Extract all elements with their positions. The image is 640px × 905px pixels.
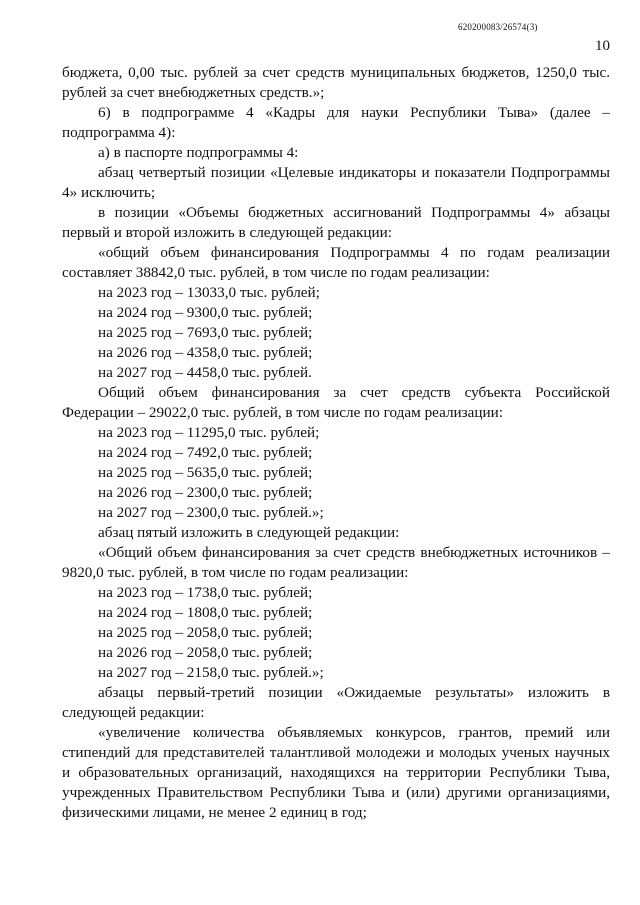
list-item: на 2025 год – 2058,0 тыс. рублей; — [98, 624, 313, 641]
paragraph: а) в паспорте подпрограммы 4: — [98, 144, 299, 161]
paragraph: абзац четвертый позиции «Целевые индикаторы и показатели Подпрограммы 4» исключить; — [62, 164, 610, 201]
paragraph: абзац пятый изложить в следующей редакции: — [98, 524, 400, 541]
paragraph: «увеличение количества объявляемых конкурсов, грантов, премий или стипендий для представителей талантливой молодежи и молодых ученых научных и образовательных организаций, находящихся на территории Республики Тыва, учрежденных Правительством Республики Тыва и (или) другими организациями, физическими лицами, не менее 2 единиц в год; — [62, 724, 610, 821]
list-item: на 2026 год – 4358,0 тыс. рублей; — [98, 344, 313, 361]
paragraph: бюджета, 0,00 тыс. рублей за счет средств муниципальных бюджетов, 1250,0 тыс. рублей за счет внебюджетных средств.»; — [62, 64, 610, 101]
funding-list-total — [62, 283, 610, 383]
funding-list-regional — [62, 423, 610, 523]
list-item: на 2024 год – 7492,0 тыс. рублей; — [98, 444, 313, 461]
list-item: на 2026 год – 2058,0 тыс. рублей; — [98, 644, 313, 661]
page-number: 10 — [595, 38, 610, 54]
list-item: на 2027 год – 4458,0 тыс. рублей. — [98, 364, 312, 381]
paragraph: абзацы первый-третий позиции «Ожидаемые результаты» изложить в следующей редакции: — [62, 684, 610, 721]
list-item: на 2025 год – 7693,0 тыс. рублей; — [98, 324, 313, 341]
list-item: на 2027 год – 2300,0 тыс. рублей.»; — [98, 504, 324, 521]
paragraph: «общий объем финансирования Подпрограммы 4 по годам реализации составляет 38842,0 тыс. рублей, в том числе по годам реализации: — [62, 244, 610, 281]
funding-list-extrabudgetary — [62, 583, 610, 683]
list-item: на 2026 год – 2300,0 тыс. рублей; — [98, 484, 313, 501]
list-item: на 2024 год – 1808,0 тыс. рублей; — [98, 604, 313, 621]
paragraph: в позиции «Объемы бюджетных ассигнований Подпрограммы 4» абзацы первый и второй изложить в следующей редакции: — [62, 204, 610, 241]
list-item: на 2023 год – 13033,0 тыс. рублей; — [98, 284, 320, 301]
list-item: на 2023 год – 1738,0 тыс. рублей; — [98, 584, 313, 601]
list-item: на 2025 год – 5635,0 тыс. рублей; — [98, 464, 313, 481]
list-item: на 2024 год – 9300,0 тыс. рублей; — [98, 304, 313, 321]
paragraph: Общий объем финансирования за счет средств субъекта Российской Федерации – 29022,0 тыс. рублей, в том числе по годам реализации: — [62, 384, 610, 421]
document-body — [62, 63, 610, 823]
paragraph: «Общий объем финансирования за счет средств внебюджетных источников – 9820,0 тыс. рублей, в том числе по годам реализации: — [62, 544, 610, 581]
list-item: на 2023 год – 11295,0 тыс. рублей; — [98, 424, 320, 441]
paragraph: 6) в подпрограмме 4 «Кадры для науки Республики Тыва» (далее – подпрограмма 4): — [62, 104, 610, 141]
document-id: 620200083/26574(3) — [458, 22, 538, 32]
list-item: на 2027 год – 2158,0 тыс. рублей.»; — [98, 664, 324, 681]
